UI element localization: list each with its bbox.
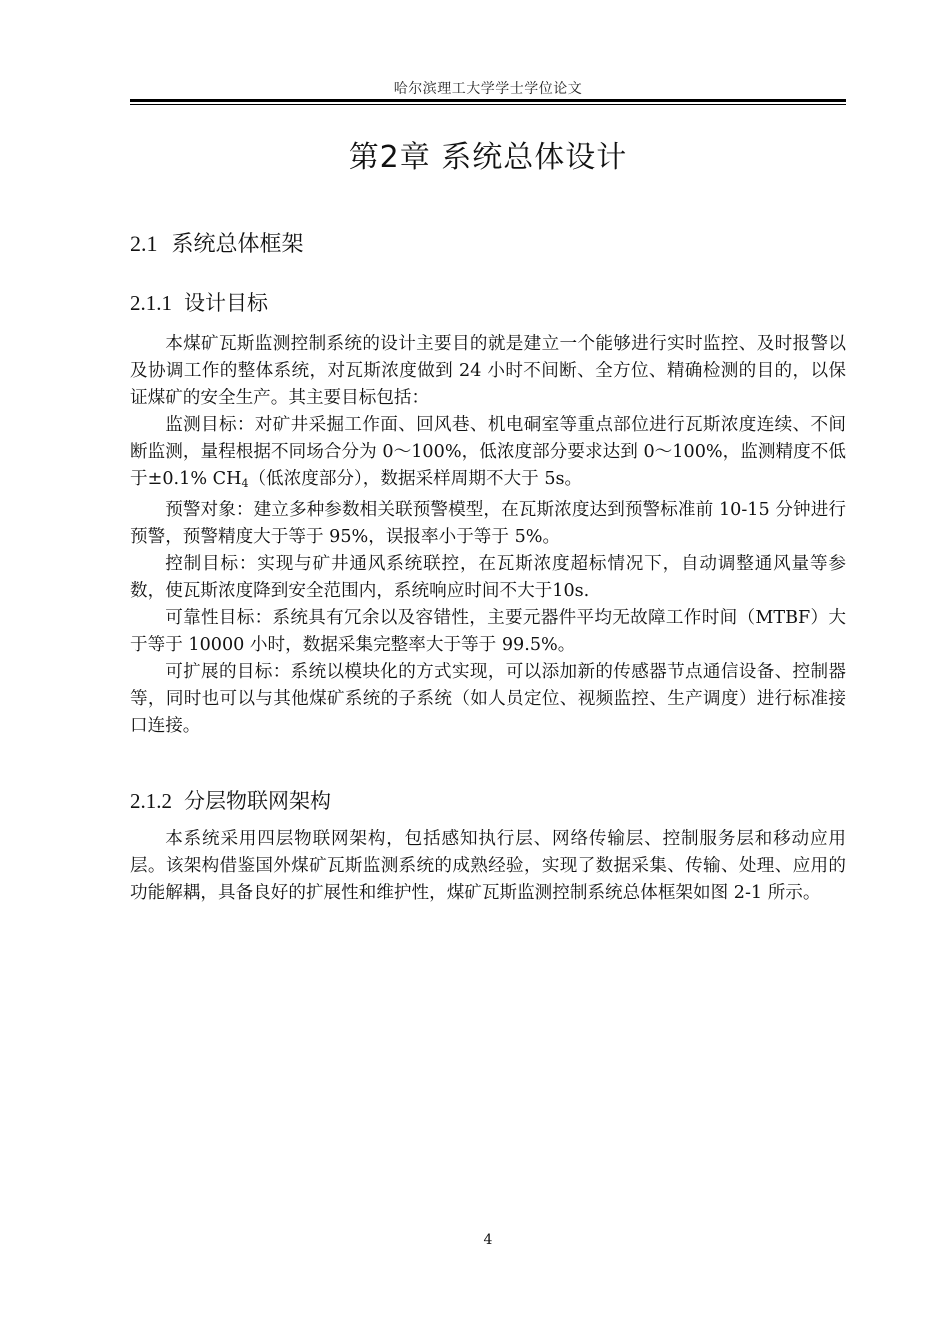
subsection-heading-2-1-2 bbox=[130, 785, 331, 815]
subsection-title: 分层物联网架构 bbox=[184, 789, 331, 813]
subsection-number: 2.1.1 bbox=[130, 291, 172, 315]
paragraph-monitoring-goal: 监测目标：对矿井采掘工作面、回风巷、机电硐室等重点部位进行瓦斯浓度连续、不间断监测，量程根据不同场合分为 0～100%，低浓度部分要求达到 0～100%，监测精度不低于±0.1% $CH_4$（低浓度部分），数据采样周期不大于 5s。 bbox=[130, 415, 846, 490]
paragraph-intro: 本煤矿瓦斯监测控制系统的设计主要目的就是建立一个能够进行实时监控、及时报警以及协调工作的整体系统，对瓦斯浓度做到 24 小时不间断、全方位、精确检测的目的，以保证煤矿的安全生产。其主要目标包括： bbox=[130, 334, 846, 408]
subscript-4: 4 bbox=[241, 477, 249, 490]
paragraph-scalability-goal: 可扩展的目标：系统以模块化的方式实现，可以添加新的传感器节点通信设备、控制器等，同时也可以与其他煤矿系统的子系统（如人员定位、视频监控、生产调度）进行标准接口连接。 bbox=[130, 662, 846, 736]
subsection-heading-2-1-1 bbox=[130, 287, 268, 317]
section-number: 2.1 bbox=[130, 231, 158, 256]
running-header: 哈尔滨理工大学学士学位论文 bbox=[393, 81, 583, 97]
paragraph-control-goal: 控制目标：实现与矿井通风系统联控，在瓦斯浓度超标情况下，自动调整通风量等参数，使瓦斯浓度降到安全范围内，系统响应时间不大于10s. bbox=[130, 554, 846, 601]
chapter-title: 第2章 系统总体设计 bbox=[348, 140, 628, 175]
subsection-number: 2.1.2 bbox=[130, 789, 172, 813]
subsection-title: 设计目标 bbox=[184, 291, 268, 315]
paragraph-warning-goal: 预警对象：建立多种参数相关联预警模型，在瓦斯浓度达到预警标准前 10-15 分钟进行预警，预警精度大于等于 95%，误报率小于等于 5%。 bbox=[130, 500, 846, 547]
iot-architecture-body bbox=[130, 826, 846, 907]
paragraph-architecture: 本系统采用四层物联网架构，包括感知执行层、网络传输层、控制服务层和移动应用层。该架构借鉴国外煤矿瓦斯监测系统的成熟经验，实现了数据采集、传输、处理、应用的功能解耦，具备良好的扩展性和维护性，煤矿瓦斯监测控制系统总体框架如图 2-1 所示。 bbox=[130, 829, 846, 903]
section-heading-2-1 bbox=[130, 227, 304, 258]
page-number: 4 bbox=[483, 1232, 493, 1248]
design-goals-body bbox=[130, 331, 846, 740]
section-title: 系统总体框架 bbox=[171, 232, 304, 257]
header-rule-thin bbox=[130, 104, 846, 105]
header-rule-thick bbox=[130, 99, 846, 102]
paragraph-reliability-goal: 可靠性目标：系统具有冗余以及容错性，主要元器件平均无故障工作时间（MTBF）大于等于 10000 小时，数据采集完整率大于等于 99.5%。 bbox=[130, 608, 846, 655]
